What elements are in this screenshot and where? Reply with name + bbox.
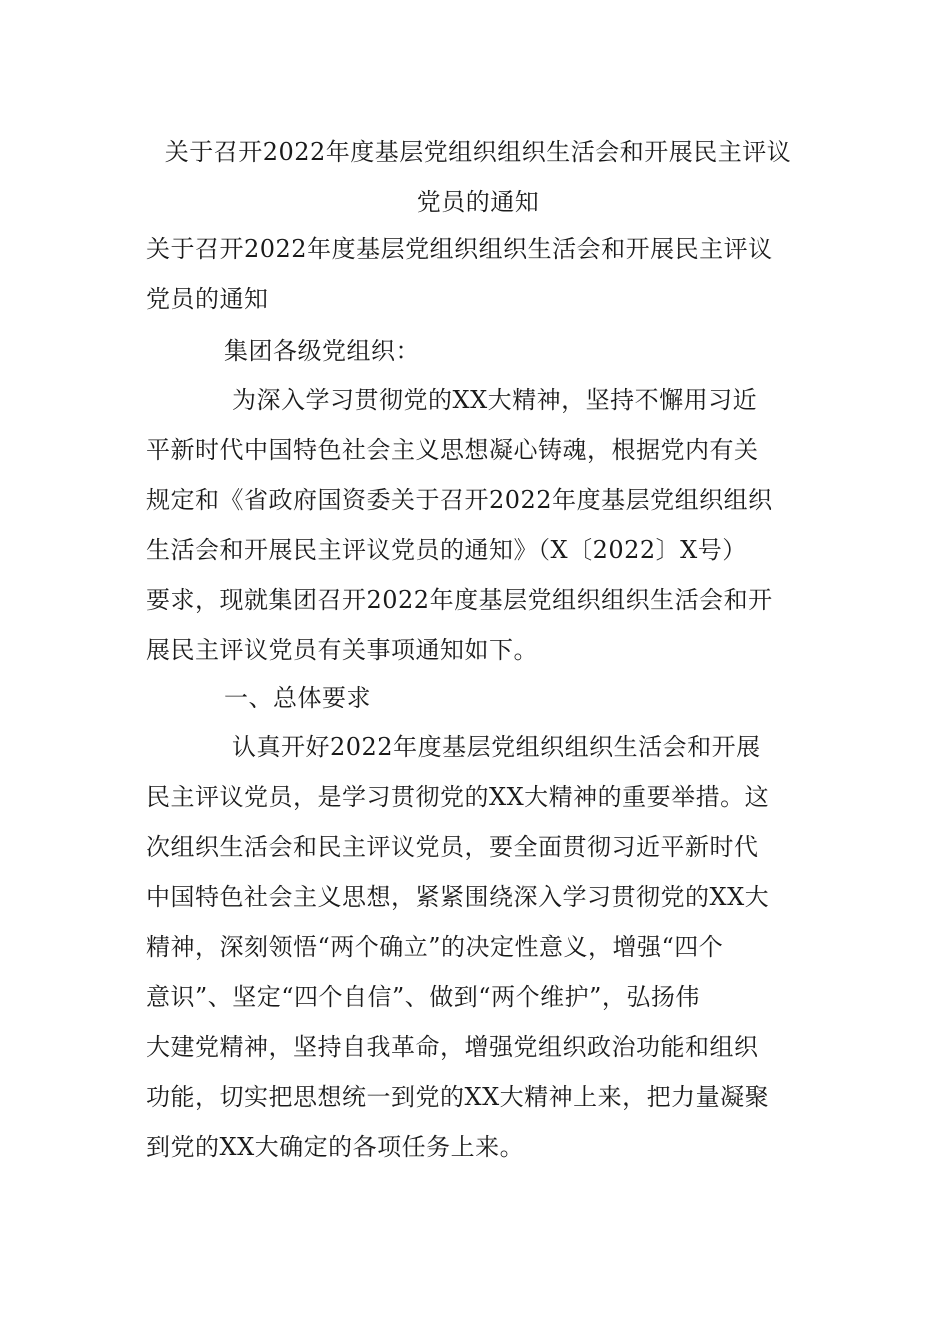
paragraph-line: 认真开好2022年度基层党组织组织生活会和开展 <box>232 733 761 761</box>
section-heading <box>146 673 810 723</box>
paragraph-line: 精神，深刻领悟“两个确立”的决定性意义，增强“四个 <box>146 933 724 961</box>
salutation <box>146 326 810 376</box>
body-paragraph <box>146 722 810 1172</box>
paragraph-line: 要求，现就集团召开2022年度基层党组织组织生活会和开 <box>146 586 773 614</box>
paragraph-line: 意识”、坚定“四个自信”、做到“两个维护”，弘扬伟 <box>146 983 700 1011</box>
title-line: 党员的通知 <box>416 188 540 216</box>
paragraph-line: 次组织生活会和民主评议党员，要全面贯彻习近平新时代 <box>146 833 759 861</box>
salutation-text: 集团各级党组织： <box>224 337 420 365</box>
paragraph-line: 为深入学习贯彻党的XX大精神，坚持不懈用习近 <box>232 386 758 414</box>
document-subtitle <box>146 224 810 324</box>
section-heading-text: 一、总体要求 <box>224 684 371 712</box>
paragraph-line: 中国特色社会主义思想，紧紧围绕深入学习贯彻党的XX大 <box>146 883 770 911</box>
document-title <box>146 127 810 227</box>
paragraph-line: 大建党精神，坚持自我革命，增强党组织政治功能和组织 <box>146 1033 759 1061</box>
paragraph-line: 生活会和开展民主评议党员的通知》（X〔2022〕X号） <box>146 536 747 564</box>
paragraph-line: 民主评议党员，是学习贯彻党的XX大精神的重要举措。这 <box>146 783 770 811</box>
paragraph-line: 功能，切实把思想统一到党的XX大精神上来，把力量凝聚 <box>146 1083 770 1111</box>
paragraph-line: 规定和《省政府国资委关于召开2022年度基层党组织组织 <box>146 486 773 514</box>
intro-paragraph <box>146 375 810 675</box>
paragraph-line: 到党的XX大确定的各项任务上来。 <box>146 1133 525 1161</box>
paragraph-line: 平新时代中国特色社会主义思想凝心铸魂，根据党内有关 <box>146 436 759 464</box>
title-line: 关于召开2022年度基层党组织组织生活会和开展民主评议 <box>164 138 792 166</box>
subtitle-line: 党员的通知 <box>146 285 269 313</box>
paragraph-line: 展民主评议党员有关事项通知如下。 <box>146 636 538 664</box>
subtitle-line: 关于召开2022年度基层党组织组织生活会和开展民主评议 <box>146 235 773 263</box>
